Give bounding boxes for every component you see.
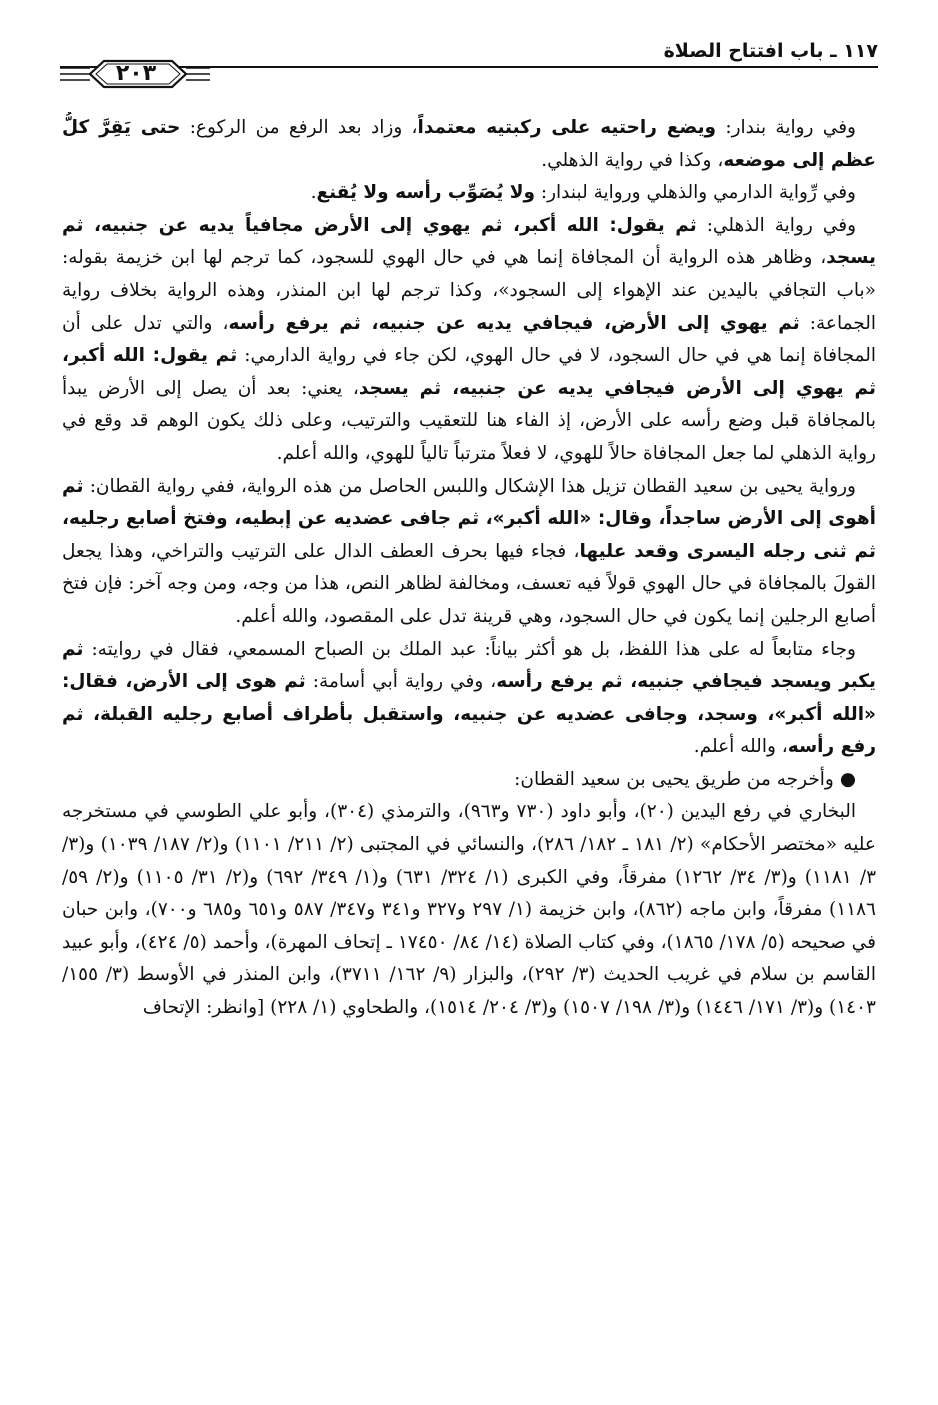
page-number-ornament — [60, 58, 210, 90]
body-text — [62, 112, 876, 1393]
bullet-icon: ● — [839, 768, 856, 790]
text-run: ، وزاد بعد الرفع من الركوع: — [180, 117, 418, 138]
hadith-quote: ولا يُصَوِّب رأسه ولا يُقنع — [316, 182, 535, 204]
hadith-quote: ثم يقول: الله أكبر، ثم يهوي إلى الأرض فيجافي يديه عن جنبيه، ثم يسجد — [62, 345, 876, 399]
hadith-quote: ثم يهوي إلى الأرض، فيجافي يديه عن جنبيه، ثم يرفع رأسه — [228, 312, 800, 334]
text-run: ورواية يحيى بن سعيد القطان تزيل هذا الإشكال واللبس الحاصل من هذه الرواية، ففي رواية القطان: — [83, 475, 856, 497]
hadith-quote: ثم أهوى إلى الأرض ساجداً، وقال: «الله أكبر»، ثم جافى عضديه عن إبطيه، وفتخ أصابع رجليه، ثم ثنى رجله اليسرى وقعد عليها — [62, 475, 876, 562]
text-run: البخاري في رفع اليدين (٢٠)، وأبو داود (٧٣٠ و٩٦٣)، والترمذي (٣٠٤)، وأبو علي الطوسي في مستخرجه عليه «مختصر الأحكام» (٢/ ١٨١ ـ ١٨٢/ ٢٨٦)، والنسائي في المجتبى (٢/ ٢١١/ ١١٠١) و(٢/ ١٨٧/ ١٠٣٩) و(٣/ ٣/ ١١٨١) و(٣/ ٣٤/ ١٢٦٢) مفرقاً، وفي الكبرى (١/ ٣٢٤/ ٦٣١) و(١/ ٣٤٩/ ٦٩٢) و(٢/ ٣١/ ١١٠٥) و(٢/ ٥٩/ ١١٨٦) مفرقاً، وابن ماجه (٨٦٢)، وابن خزيمة (١/ ٢٩٧ و٣٢٧ و٣٤١ و٣٤٧/ ٥٨٧ و٦٥١ و٦٨٥ و٧٠٠)، وابن حبان في صحيحه (٥/ ١٧٨/ ١٨٦٥)، وفي كتاب الصلاة (١٤/ ٨٤/ ١٧٤٥٠ ـ إتحاف المهرة)، وأحمد (٥/ ٤٢٤)، وأبو عبيد القاسم بن سلام في غريب الحديث (٣/ ٢٩٢)، والبزار (٩/ ١٦٢/ ٣٧١١)، وابن المنذر في الأوسط (٣/ ١٥٥/ ١٤٠٣) و(٣/ ١٧١/ ١٤٤٦) و(٣/ ١٩٨/ ١٥٠٧) و(٣/ ٢٠٤/ ١٥١٤)، والطحاوي (١/ ٢٢٨) [وانظر: الإتحاف — [62, 801, 876, 1019]
text-run: وفي رواية الذهلي: — [696, 214, 856, 236]
hadith-quote: ثم هوى إلى الأرض، فقال: «الله أكبر»، وسجد، وجافى عضديه عن جنبيه، واستقبل بأطراف أصابع رجليه القبلة، ثم رفع رأسه — [62, 671, 876, 758]
paragraph — [62, 796, 876, 1024]
text-run: . — [310, 182, 317, 204]
text-run: وفي رواية بندار: — [716, 117, 856, 138]
text-run: ، يعني: بعد أن يصل إلى الأرض يبدأ بالمجافاة قبل وضع رأسه على الأرض، إذ الفاء هنا للتعقيب والترتيب، وعلى ذلك يكون الوهم قد وقع في رواية الذهلي لما جعل المجافاة حالاً للهوي، لا فعلاً مترتباً تالياً للهوي، والله أعلم. — [62, 377, 876, 464]
text-run: ، والله أعلم. — [693, 736, 788, 758]
hadith-quote: حتى يَقِرَّ كلُّ عظم إلى موضعه — [62, 117, 876, 171]
text-run: ، فجاء فيها بحرف العطف الدال على الترتيب والتراخي، وهذا يجعل القولَ بالمجافاة في حال الهوي قولاً فيه تعسف، ومخالفة لظاهر النص، هذا من وجه، ومن وجه آخر: فإن فتخ أصابع الرجلين إنما يكون في حال السجود، وهي قرينة تدل على المقصود، والله أعلم. — [62, 540, 876, 627]
hadith-quote: ويضع راحتيه على ركبتيه معتمداً — [417, 117, 717, 138]
paragraph — [62, 764, 876, 797]
hadith-quote: ثم يكبر ويسجد فيجافي جنبيه، ثم يرفع رأسه — [62, 638, 876, 693]
text-run: وفي رِّواية الدارمي والذهلي ورواية لبندار: — [535, 182, 856, 204]
text-run: وأخرجه من طريق يحيى بن سعيد القطان: — [514, 768, 834, 790]
text-run: ، وكذا في رواية الذهلي. — [541, 149, 724, 171]
page-number: ٢٠٣ — [115, 61, 157, 86]
text-run: وجاء متابعاً له على هذا اللفظ، بل هو أكثر بياناً: عبد الملك بن الصباح المسمعي، فقال في روايته: — [83, 638, 856, 660]
running-title: ١١٧ ـ باب افتتاح الصلاة — [663, 40, 878, 62]
text-run: ، وظاهر هذه الرواية أن المجافاة إنما هي في حال الهوي للسجود، كما ترجم لها ابن خزيمة بقوله: «باب التجافي باليدين عند الإهواء إلى السجود»، وكذا ترجم لها ابن المنذر، وهذه الرواية بخلاف رواية الجماعة: — [62, 247, 876, 334]
text-run: ، والتي تدل على أن المجافاة إنما هي في حال السجود، لا في حال الهوي، لكن جاء في رواية الدارمي: — [62, 312, 876, 367]
paragraph — [62, 634, 876, 764]
paragraph — [62, 210, 876, 471]
text-run: ، وفي رواية أبي أسامة: — [305, 671, 497, 693]
paragraph — [62, 177, 876, 210]
paragraph — [62, 471, 876, 634]
paragraph — [62, 112, 876, 177]
hadith-quote: ثم يقول: الله أكبر، ثم يهوي إلى الأرض مجافياً يديه عن جنبيه، ثم يسجد — [62, 214, 876, 269]
